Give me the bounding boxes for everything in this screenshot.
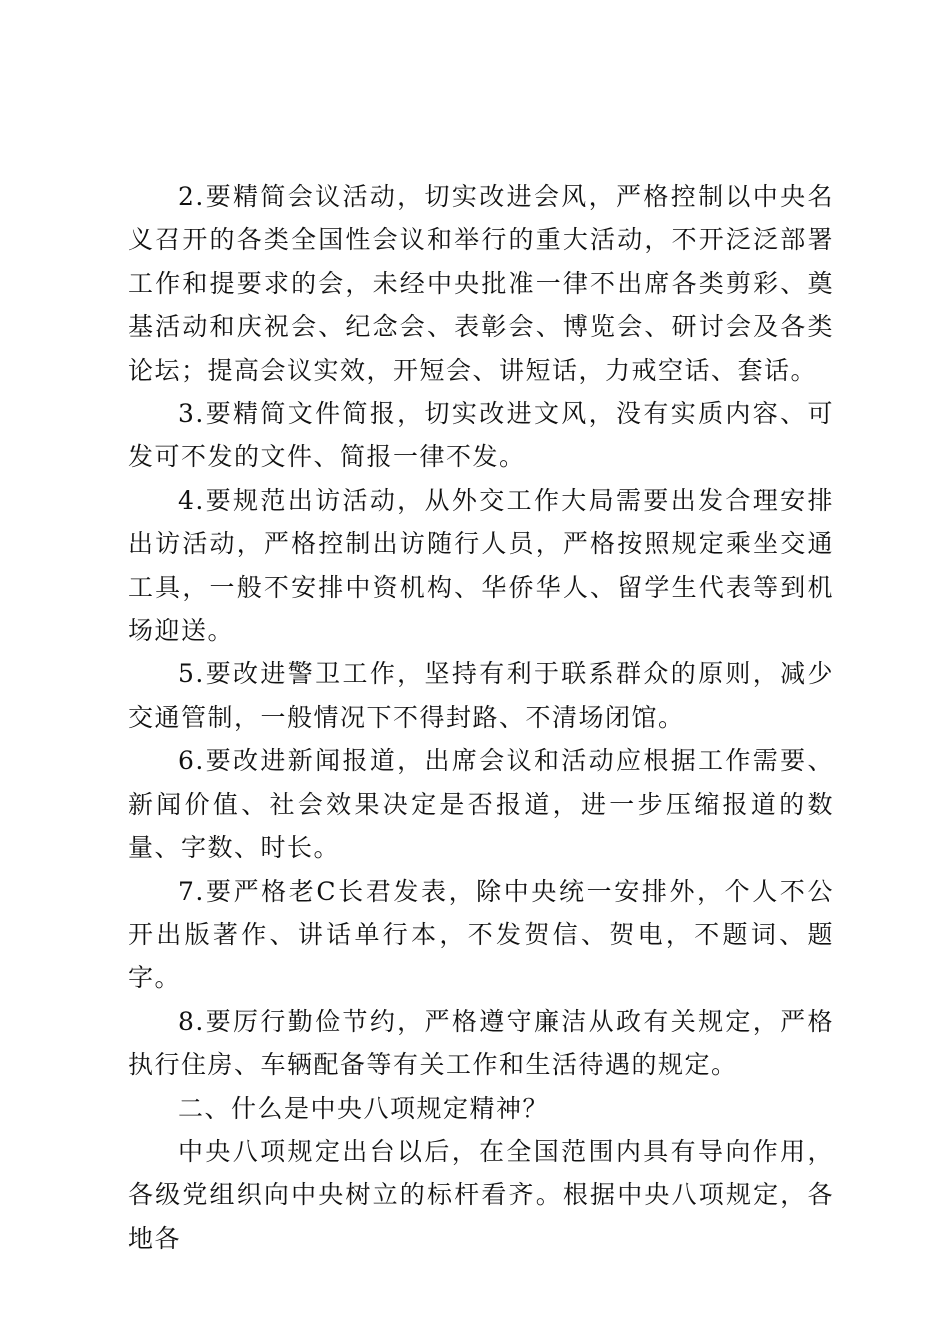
paragraph-item-4: 4.要规范出访活动，从外交工作大局需要出发合理安排出访活动，严格控制出访随行人员，严格按照规定乘坐交通工具，一般不安排中资机构、华侨华人、留学生代表等到机场迎送。 bbox=[128, 485, 834, 646]
paragraph-section-intro: 中央八项规定出台以后，在全国范围内具有导向作用，各级党组织向中央树立的标杆看齐。根据中央八项规定，各地各 bbox=[128, 1136, 834, 1253]
paragraph-item-6: 6.要改进新闻报道，出席会议和活动应根据工作需要、新闻价值、社会效果决定是否报道，进一步压缩报道的数量、字数、时长。 bbox=[128, 746, 834, 863]
paragraph-item-5: 5.要改进警卫工作，坚持有利于联系群众的原则，减少交通管制，一般情况下不得封路、不清场闭馆。 bbox=[128, 659, 834, 732]
section-heading: 二、什么是中央八项规定精神？ bbox=[178, 1093, 550, 1123]
paragraph-item-8: 8.要厉行勤俭节约，严格遵守廉洁从政有关规定，严格执行住房、车辆配备等有关工作和生活待遇的规定。 bbox=[128, 1006, 834, 1080]
paragraph-item-2: 2.要精简会议活动，切实改进会风，严格控制以中央名义召开的各类全国性会议和举行的重大活动，不开泛泛部署工作和提要求的会，未经中央批准一律不出席各类剪彩、奠基活动和庆祝会、纪念会、表彰会、博览会、研讨会及各类论坛；提高会议实效，开短会、讲短话，力戒空话、套话。 bbox=[128, 182, 834, 385]
paragraph-item-3: 3.要精简文件简报，切实改进文风，没有实质内容、可发可不发的文件、简报一律不发。 bbox=[128, 399, 834, 472]
document-body bbox=[128, 175, 834, 1260]
paragraph-item-7: 7.要严格老C长君发表，除中央统一安排外，个人不公开出版著作、讲话单行本，不发贺信、贺电，不题词、题字。 bbox=[128, 876, 834, 993]
